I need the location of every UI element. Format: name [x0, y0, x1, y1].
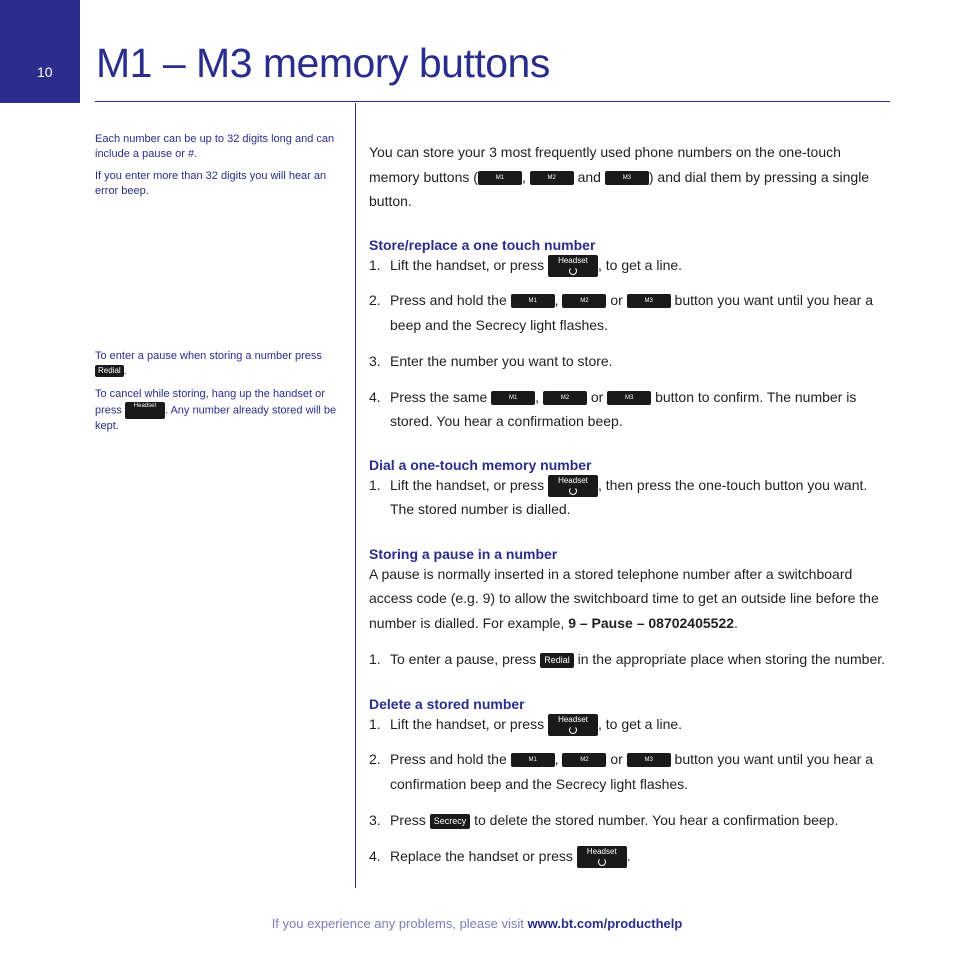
- dial-steps: [369, 473, 889, 522]
- intro-comma: ,: [521, 168, 526, 185]
- footer-link[interactable]: www.bt.com/producthelp: [527, 916, 683, 931]
- step-text: button to confirm. The number is stored. You hear a confirmation beep.: [390, 388, 857, 429]
- m3-button-icon: M3: [605, 171, 649, 185]
- step-text: Press the same: [390, 388, 488, 405]
- headset-label: Headset: [558, 475, 588, 485]
- page-number: 10: [37, 64, 53, 80]
- list-item: 2. Press and hold the M1 , M2 or M3 button you want until you hear a confirmation beep and the Secrecy light flashes.: [369, 751, 874, 792]
- step-text: To enter a pause, press: [390, 651, 537, 667]
- sidebar-note-cancel-end: . Any number already stored will be kept.: [95, 404, 337, 432]
- intro-paragraph: [369, 140, 889, 214]
- hook-icon: [569, 267, 577, 275]
- m3-button-icon: M3: [607, 391, 651, 405]
- list-item: 4. Replace the handset or press Headset .: [369, 844, 889, 869]
- intro-text-end: ) and dial them by pressing a single button.: [369, 168, 870, 209]
- list-item: 2. Press and hold the M1 , M2 or M3 button you want until you hear a beep and the Secrecy light flashes.: [369, 292, 874, 333]
- pause-steps: [369, 647, 889, 672]
- list-item: 4. Press the same M1 , M2 or M3 button to confirm. The number is stored. You hear a confirmation beep.: [369, 388, 857, 429]
- list-item: 1. Lift the handset, or press Headset , to get a line.: [369, 253, 889, 278]
- list-item: 3. Press Secrecy to delete the stored number. You hear a confirmation beep.: [369, 812, 839, 828]
- hook-icon: [569, 487, 577, 495]
- page-tab: [0, 0, 80, 103]
- headset-label: Headset: [586, 846, 617, 856]
- list-item: 3. Enter the number you want to store.: [369, 353, 613, 369]
- footer: [0, 916, 954, 931]
- pause-heading: Storing a pause in a number: [369, 545, 558, 562]
- m2-button-icon: M2: [562, 294, 606, 308]
- step-text: to delete the stored number. You hear a confirmation beep.: [474, 812, 839, 828]
- redial-button-icon: Redial: [540, 653, 574, 668]
- m1-button-icon: M1: [491, 391, 535, 405]
- step-text: Enter the number you want to store.: [390, 353, 613, 369]
- list-item: 1. Lift the handset, or press Headset , to get a line.: [369, 712, 889, 737]
- title-divider: [95, 101, 890, 102]
- sidebar-note-cancel-text: To cancel while storing, hang up the handset or press: [95, 388, 325, 417]
- m2-button-icon: M2: [530, 171, 574, 185]
- step-text: , to get a line.: [597, 256, 683, 273]
- step-text: Press and hold the: [390, 292, 507, 308]
- sidebar-note-cancel: [95, 387, 345, 434]
- m2-button-icon: M2: [562, 753, 606, 767]
- sidebar-note-pause-text: To enter a pause when storing a number press: [95, 350, 322, 362]
- delete-steps: [369, 712, 889, 869]
- hook-icon: [569, 726, 577, 734]
- delete-heading: Delete a stored number: [369, 695, 525, 712]
- list-item: 1. To enter a pause, press Redial in the appropriate place when storing the number.: [369, 651, 886, 667]
- column-divider: [355, 103, 356, 888]
- headset-button-icon: [548, 475, 598, 497]
- m3-button-icon: M3: [627, 294, 671, 308]
- m1-button-icon: M1: [511, 294, 555, 308]
- page-title: M1 – M3 memory buttons: [96, 40, 550, 86]
- secrecy-button-icon: Secrecy: [430, 814, 471, 829]
- step-text: , to get a line.: [597, 715, 683, 732]
- main-content: [369, 140, 889, 868]
- m1-button-icon: M1: [511, 753, 555, 767]
- step-text: button you want until you hear a beep and the Secrecy light flashes.: [390, 292, 874, 333]
- step-text: in the appropriate place when storing the number.: [577, 651, 886, 667]
- step-text: Replace the handset or press: [390, 847, 573, 864]
- step-text: Lift the handset, or press: [390, 256, 545, 273]
- pause-example: 9 – Pause – 08702405522: [568, 614, 735, 631]
- redial-button-icon: Redial: [95, 365, 124, 377]
- headset-button-icon: [548, 714, 598, 736]
- intro-and: and: [577, 168, 601, 185]
- step-text: Press and hold the: [390, 751, 507, 767]
- m3-button-icon: M3: [627, 753, 671, 767]
- headset-label: Headset: [558, 255, 588, 265]
- step-text: or: [610, 751, 623, 767]
- step-text: , then press the one-touch button you want. The stored number is dialled.: [390, 476, 868, 517]
- list-item: 1. Lift the handset, or press Headset , then press the one-touch button you want. The stored number is dialled.: [369, 475, 868, 517]
- step-text: Lift the handset, or press: [390, 715, 545, 732]
- sidebar-note-pause: [95, 349, 345, 379]
- hook-icon: [598, 858, 606, 866]
- headset-label: Headset: [558, 714, 588, 724]
- headset-button-icon: [548, 255, 598, 277]
- step-text: or: [590, 388, 604, 405]
- pause-text-end: .: [734, 614, 738, 631]
- m1-button-icon: M1: [478, 171, 522, 185]
- step-text: .: [626, 847, 631, 864]
- step-text: Lift the handset, or press: [390, 476, 545, 493]
- intro-text: You can store your 3 most frequently used phone numbers on the one-touch memory buttons (: [369, 144, 841, 185]
- m2-button-icon: M2: [543, 391, 587, 405]
- dial-heading: Dial a one-touch memory number: [369, 456, 592, 473]
- step-text: or: [610, 292, 623, 308]
- sidebar-note-pause-end: .: [123, 365, 127, 377]
- headset-label: Headset: [133, 403, 157, 409]
- pause-paragraph: [369, 562, 889, 636]
- store-heading: Store/replace a one touch number: [369, 236, 596, 253]
- headset-button-icon: [577, 846, 627, 868]
- sidebar-note-error: If you enter more than 32 digits you will hear an error beep.: [95, 170, 327, 197]
- sidebar-note-digits: Each number can be up to 32 digits long and can include a pause or #.: [95, 133, 335, 160]
- store-steps: [369, 253, 889, 434]
- step-text: Press: [390, 812, 426, 828]
- footer-text: If you experience any problems, please visit: [271, 916, 524, 931]
- headset-button-icon: [125, 402, 165, 419]
- step-text: button you want until you hear a confirmation beep and the Secrecy light flashes.: [390, 751, 874, 792]
- pause-text: A pause is normally inserted in a stored telephone number after a switchboard access code (e.g. 9) to allow the switchboard time to get an outside line before the number is dialled. For example,: [369, 565, 879, 631]
